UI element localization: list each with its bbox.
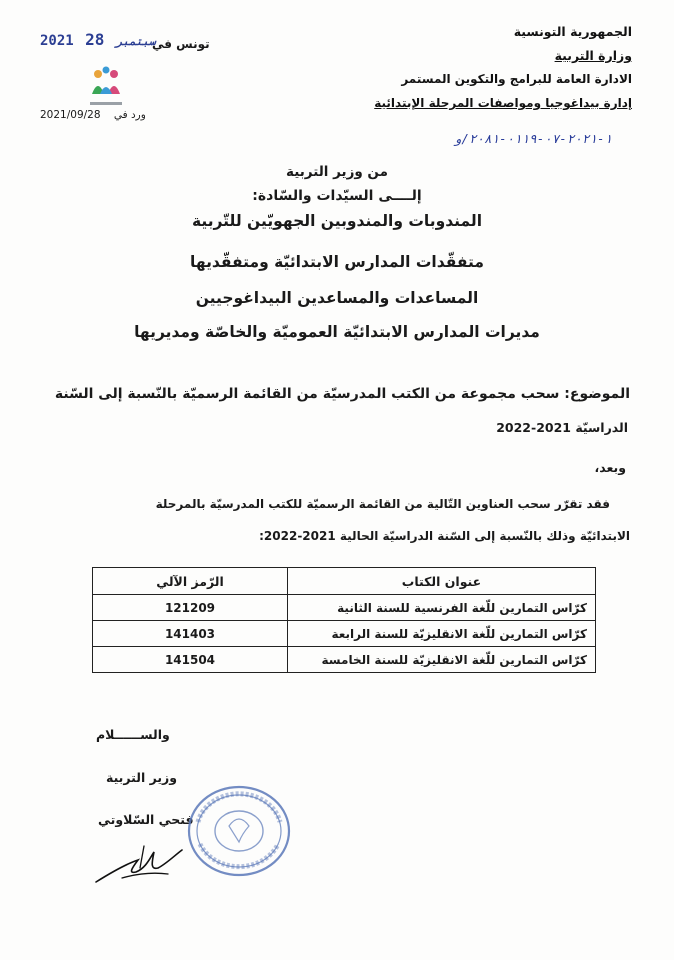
recipient-line-2: متفقّدات المدارس الابتدائيّة ومتفقّديها xyxy=(190,253,484,271)
received-label: ورد في xyxy=(113,109,146,121)
greeting: وبعد، xyxy=(594,460,626,475)
recipients-intro: إلــــى السيّدات والسّادة: xyxy=(252,188,422,204)
sender-line: من وزير التربية xyxy=(286,164,388,180)
office-logo-icon xyxy=(84,64,128,112)
reference-number: ١-٢٠٢١-٠٧-٠١١٩-٢٠٨١/و xyxy=(453,131,612,146)
column-header-code: الرّمز الآلي xyxy=(93,568,288,595)
received-date xyxy=(40,109,146,121)
header-directorate-general: الادارة العامة للبرامج والتكوين المستمر xyxy=(401,72,632,86)
header-ministry: وزارة التربية xyxy=(554,48,632,63)
column-header-title: عنوان الكتاب xyxy=(288,568,596,595)
subject-line-2: الدراسيّة 2021-2022 xyxy=(496,420,628,435)
handwritten-signature-icon xyxy=(92,838,192,888)
date-stamp xyxy=(40,30,156,49)
received-date-value: 2021/09/28 xyxy=(40,109,101,121)
official-seal-icon xyxy=(184,782,294,880)
table-row xyxy=(93,621,596,647)
body-line-1: فقد تقرّر سحب العناوين التّالية من القائمة الرسميّة للكتب المدرسيّة بالمرحلة xyxy=(155,497,610,511)
withdrawn-books-table xyxy=(92,567,596,673)
stamp-month: سبتمبر xyxy=(115,35,156,48)
header-country: الجمهورية التونسية xyxy=(513,24,632,39)
body-line-2: الابتدائيّة وذلك بالنّسبة إلى السّنة الدراسيّة الحالية 2021-2022: xyxy=(259,529,630,543)
book-title-cell: كرّاس التمارين للّغة الانقليزيّة للسنة الرابعة xyxy=(288,621,596,647)
book-title-cell: كرّاس التمارين للّغة الفرنسية للسنة الثانية xyxy=(288,595,596,621)
signer-name: فتحي السّلاوتي xyxy=(98,812,194,827)
recipient-line-3: المساعدات والمساعدين البيداغوجيين xyxy=(195,289,479,307)
city-label: تونس في xyxy=(152,37,210,51)
book-code-cell: 121209 xyxy=(93,595,288,621)
book-title-cell: كرّاس التمارين للّغة الانقليزيّة للسنة الخامسة xyxy=(288,647,596,673)
table-row xyxy=(93,595,596,621)
subject-line-1: الموضوع: سحب مجموعة من الكتب المدرسيّة من القائمة الرسميّة بالنّسبة إلى السّنة xyxy=(54,386,630,402)
stamp-year: 2021 xyxy=(40,33,74,49)
recipient-line-4: مديرات المدارس الابتدائيّة العموميّة والخاصّة ومديريها xyxy=(134,323,540,341)
stamp-day: 28 xyxy=(85,30,105,49)
book-code-cell: 141403 xyxy=(93,621,288,647)
book-code-cell: 141504 xyxy=(93,647,288,673)
table-header-row xyxy=(93,568,596,595)
recipient-line-1: المندوبات والمندوبين الجهويّين للتّربية xyxy=(191,212,483,230)
closing-salutation: والســــــلام xyxy=(96,727,170,742)
signer-title: وزير التربية xyxy=(106,770,178,785)
header-directorate: إدارة بيداغوجيا ومواصفات المرحلة الإبتدائية xyxy=(374,96,632,110)
table-row xyxy=(93,647,596,673)
